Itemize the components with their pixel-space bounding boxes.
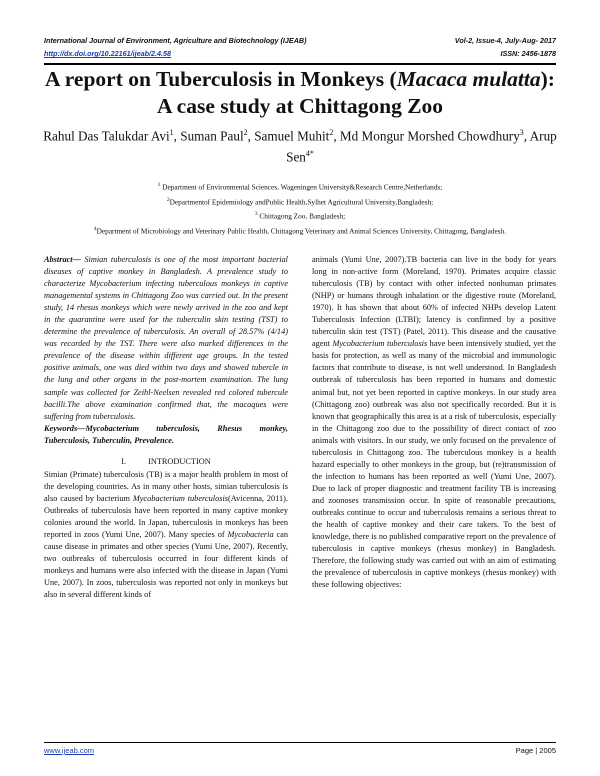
author-list: Rahul Das Talukdar Avi$^1$, Suman Paul$^2$, Samuel Muhit$^2$, Md Mongur Morshed Chowdhury$^3$, Arup Sen$^{4*}$ (43, 128, 557, 165)
intro-paragraph: Simian (Primate) tuberculosis (TB) is a major health problem in most of the developing countries. As in many other hosts, simian tuberculosis is also caused by bacterium Mycobacterium tuberculosis(Avicenna, 2011). Outbreaks of tuberculosis have been reported in many captive monkey colonies around the world. In Japan, tuberculosis in monkeys has been reported in zoos (Yumi Une, 2007). Many species of Mycobacteria can cause disease in primates and other species (Yumi Une, 2007). Recently, two outbreaks of tuberculosis occurred in four different kinds of monkeys and humans were also infected with the disease in Japan (Yumi Une, 2007). In zoos, tuberculosis was reported not only in monkeys but also in several different kinds of (44, 469, 288, 600)
right-column (312, 254, 556, 591)
affiliation-2: $^2$Departmentof Epidemiology andPublic Health,Sylhet Agricultural University,Bangladesh; (166, 196, 434, 207)
species-name: Macaca mulatta (396, 67, 541, 91)
left-column (44, 254, 288, 601)
affiliation-4: $^4$Department of Microbiology and Veterinary Public Health, Chittagong Veterinary and Animal Sciences University, Chittagong, Bangladesh. (93, 225, 507, 236)
body-paragraph: animals (Yumi Une, 2007).TB bacteria can live in the body for years long in non-active form (Moreland, 1970). Primates acquire classic tuberculosis (TB) by contact with other infected nonhuman primates (NHP) or humans through inhalation or the digestive route (Moreland, 1970). It has shown that about 60% of infected NHPs develop Latent Tuberculosis Infection (LTBI); latency is confirmed by a positive tuberculin skin test (TST) (Patel, 2011). This disease and the causative agent Mycobacterium tuberculosis have been intensively studied, yet the basis for protection, as well as many of the microbial and immunologic factors that contribute to disease, is not well understood. In Bangladesh outbreak of tuberculosis has been reported in humans and domestic animal but, not yet been reported in captive monkeys. In our study area (Chittagong zoo) outbreak was also not specifically recorded. But it is known that geographically this area is at a risk of tuberculosis, especially in the Chittagong zoo due to the possibility of direct contact of zoo animals with visitors. In our study, we only focused on the prevalence of tuberculosis in Chittagong zoo. The tuberculous monkey is a health hazard especially to other monkeys in the group, but (re)transmission of the infection to humans has been reported as well (Yumi Une, 2007). Due to lack of proper diagnostic and treatment facility TB is increasing and zoonoses transmission occur. In spite of reasonable precautions, outbreaks continue to occur and tuberculosis remains a serious threat to the health of captive monkey and their care takers. To the best of knowledge, there is no published comparative report on the prevalence of tuberculosis in captive monkeys (rhesus monkey) in Bangladesh. Therefore, the following study was carried out with an aim of estimating the prevalence of tuberculosis in captive monkeys (rhesus monkey) with these following objectives: (312, 255, 556, 590)
page-number: Page | 2005 (515, 746, 556, 755)
affiliation-1: $^1$ Department of Environmental Sciences, Wageningen University&Research Centre,Netherlands; (157, 182, 443, 192)
affiliations (40, 179, 560, 238)
journal-name: International Journal of Environment, Agriculture and Biotechnology (IJEAB) (44, 36, 307, 45)
abstract-text: Simian tuberculosis is one of the most important bacterial diseases of captive monkey in Bangladesh. A prevalence study to characterize Mycobacterium infecting tuberculous monkeys in captive managemental systems in Chittagong Zoo was carried out. In the present study, 14 rhesus monkeys which were newly arrived in the zoo and kept in the quarantine were used for the tuberculin skin testing (TST) to determine the prevalence of tuberculosis. An overall of 28.57% (4/14) was recorded by the TST. There were also marked differences in the prevalence of the disease within different age groups. In the tested positive animals, one was died within two days and showed tubercle in the lung and other organs in the post-mortem examination. The lung sample was collected for Zeihl-Neelsen revealed red colored tubercule bacilli.The above examination confirmed that, the macaques were suffering from tuberculosis. (44, 255, 288, 421)
doi-link[interactable]: http://dx.doi.org/10.22161/ijeab/2.4.58 (44, 49, 172, 58)
issn: ISSN: 2456-1878 (500, 49, 556, 58)
affiliation-3: $^3$ Chittagong Zoo, Bangladesh; (254, 211, 346, 221)
journal-header (44, 34, 556, 60)
paper-title: A report on Tuberculosis in Monkeys (Macaca mulatta): A case study at Chittagong Zoo (45, 67, 555, 118)
keywords: Keywords—Mycobacterium tuberculosis, Rhesus monkey, Tuberculosis, Tuberculin, Prevalence. (44, 423, 288, 445)
abstract (44, 254, 288, 423)
journal-issue: Vol-2, Issue-4, July-Aug- 2017 (454, 36, 556, 45)
journal-url-link[interactable]: www.ijeab.com (44, 746, 95, 755)
header-divider (44, 63, 556, 65)
footer-divider (44, 742, 556, 743)
page-footer (44, 746, 556, 755)
abstract-label: Abstract— (44, 255, 81, 264)
section-heading-introduction: I. INTRODUCTION (121, 456, 211, 466)
